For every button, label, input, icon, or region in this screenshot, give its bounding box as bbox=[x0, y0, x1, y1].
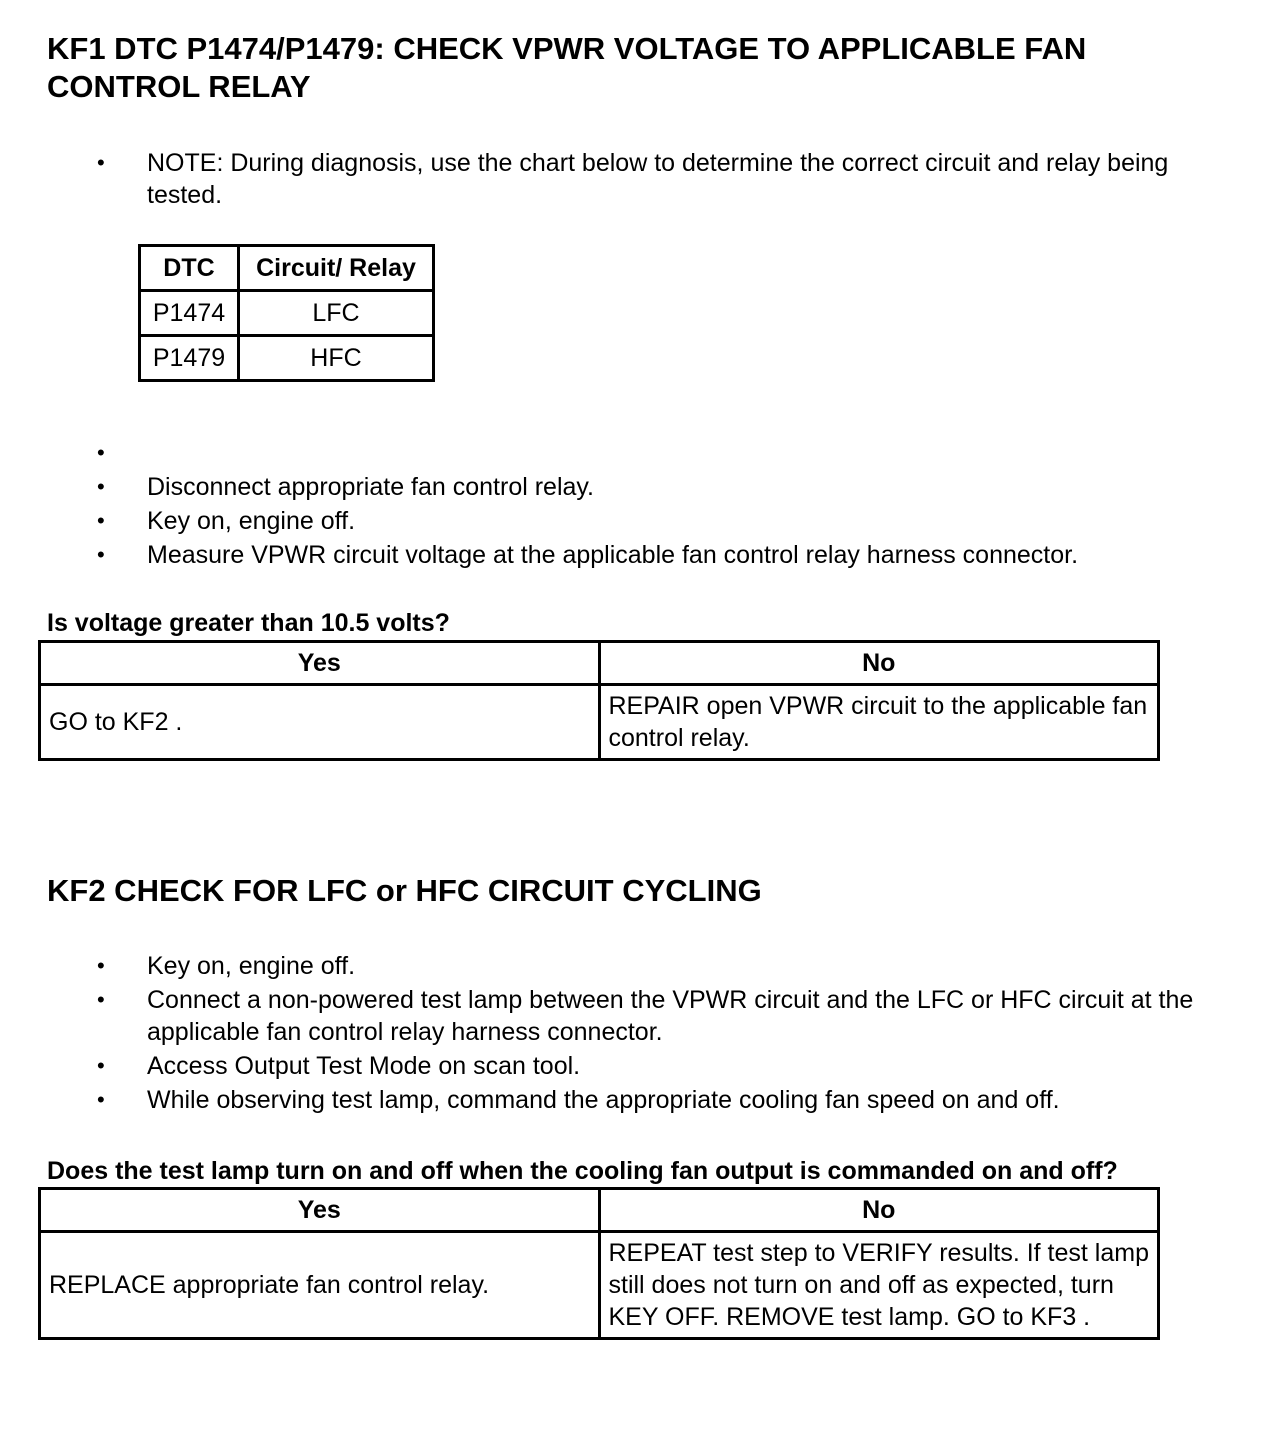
no-cell: REPAIR open VPWR circuit to the applicable fan control relay. bbox=[599, 685, 1159, 760]
no-cell: REPEAT test step to VERIFY results. If test lamp still does not turn on and off as expected, turn KEY OFF. REMOVE test lamp. GO to KF3 . bbox=[599, 1232, 1159, 1339]
list-item bbox=[47, 950, 1247, 982]
kf1-step: Key on, engine off. bbox=[147, 507, 356, 535]
kf2-steps-list bbox=[47, 950, 1247, 1118]
kf1-note: NOTE: During diagnosis, use the chart below to determine the correct circuit and relay being tested. bbox=[147, 149, 1169, 209]
no-header: No bbox=[599, 1189, 1159, 1232]
table-header-row bbox=[40, 1189, 1159, 1232]
table-header-row bbox=[140, 246, 434, 291]
yes-header: Yes bbox=[40, 1189, 600, 1232]
bullet-icon: • bbox=[97, 440, 105, 465]
bullet-icon: • bbox=[97, 1053, 105, 1078]
kf1-title: KF1 DTC P1474/P1479: CHECK VPWR VOLTAGE TO APPLICABLE FAN CONTROL RELAY bbox=[47, 31, 1087, 104]
kf1-note-list bbox=[47, 147, 1227, 213]
bullet-icon: • bbox=[97, 953, 105, 978]
list-item bbox=[47, 437, 1227, 469]
kf2-step: Access Output Test Mode on scan tool. bbox=[147, 1052, 581, 1080]
table-row bbox=[40, 1232, 1159, 1339]
list-item bbox=[47, 505, 1227, 537]
table-row bbox=[40, 685, 1159, 760]
kf2-result-table bbox=[38, 1187, 1160, 1340]
kf1-question: Is voltage greater than 10.5 volts? bbox=[47, 609, 450, 637]
list-item bbox=[47, 147, 1227, 211]
dtc-header: DTC bbox=[140, 246, 239, 291]
list-item bbox=[47, 984, 1247, 1048]
yes-header: Yes bbox=[40, 642, 600, 685]
dtc-cell: P1474 bbox=[140, 291, 239, 336]
yes-cell: GO to KF2 . bbox=[40, 685, 600, 760]
bullet-icon: • bbox=[97, 474, 105, 499]
kf1-step: Measure VPWR circuit voltage at the applicable fan control relay harness connector. bbox=[147, 541, 1079, 569]
kf2-question: Does the test lamp turn on and off when the cooling fan output is commanded on and off? bbox=[47, 1157, 1118, 1185]
list-item bbox=[47, 539, 1227, 571]
bullet-icon: • bbox=[97, 150, 105, 175]
list-item bbox=[47, 1084, 1247, 1116]
circuit-cell: LFC bbox=[239, 291, 434, 336]
bullet-icon: • bbox=[97, 508, 105, 533]
table-row bbox=[140, 336, 434, 381]
kf1-steps-list bbox=[47, 437, 1227, 573]
kf1-result-table bbox=[38, 640, 1160, 761]
dtc-table bbox=[138, 244, 435, 382]
yes-cell: REPLACE appropriate fan control relay. bbox=[40, 1232, 600, 1339]
table-row bbox=[140, 291, 434, 336]
list-item bbox=[47, 1050, 1247, 1082]
bullet-icon: • bbox=[97, 987, 105, 1012]
bullet-icon: • bbox=[97, 542, 105, 567]
kf1-step: Disconnect appropriate fan control relay. bbox=[147, 473, 594, 501]
dtc-cell: P1479 bbox=[140, 336, 239, 381]
kf2-step: While observing test lamp, command the appropriate cooling fan speed on and off. bbox=[147, 1086, 1060, 1114]
circuit-cell: HFC bbox=[239, 336, 434, 381]
kf2-step: Connect a non-powered test lamp between the VPWR circuit and the LFC or HFC circuit at the applicable fan control relay harness connector. bbox=[147, 986, 1194, 1046]
bullet-icon: • bbox=[97, 1087, 105, 1112]
table-header-row bbox=[40, 642, 1159, 685]
kf2-title: KF2 CHECK FOR LFC or HFC CIRCUIT CYCLING bbox=[47, 873, 762, 908]
circuit-relay-header: Circuit/ Relay bbox=[239, 246, 434, 291]
kf2-step: Key on, engine off. bbox=[147, 952, 356, 980]
no-header: No bbox=[599, 642, 1159, 685]
list-item bbox=[47, 471, 1227, 503]
